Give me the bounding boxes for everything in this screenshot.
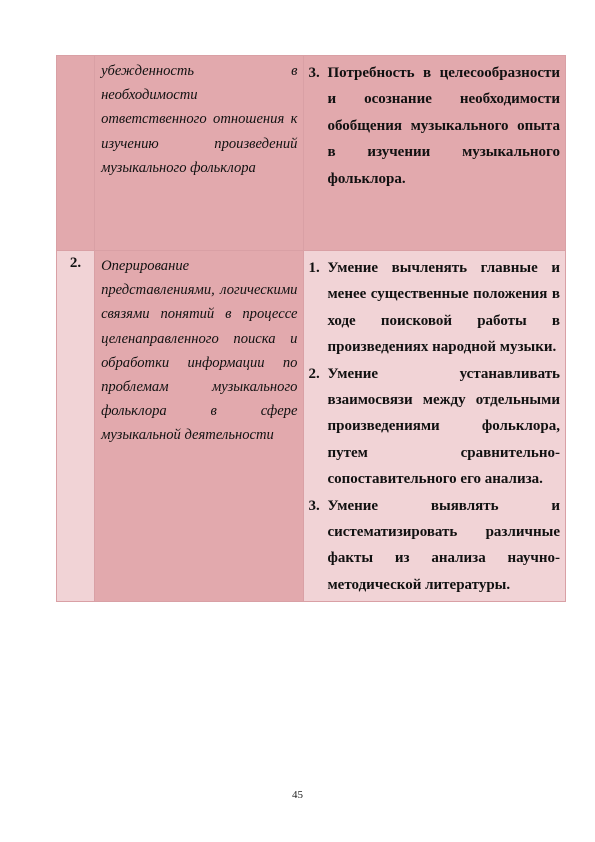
indicator-text: Умение выявлять и систематизировать различные факты из анализа научно-методической литературы. — [327, 497, 560, 593]
indicator-item — [308, 60, 560, 192]
indicator-text: Умение устанавливать взаимосвязи между отдельными произведениями фольклора, путем сравнительно-сопоставительного его анализа. — [327, 365, 560, 488]
indicator-number: 3. — [308, 497, 320, 514]
row-number-cell — [57, 56, 95, 251]
indicator-text: Потребность в целесообразности и осознание необходимости обобщения музыкального опыта в изучении музыкального фольклора. — [327, 65, 560, 187]
indicator-number: 1. — [308, 260, 320, 276]
indicator-item — [308, 493, 560, 599]
indicator-item — [308, 255, 560, 361]
indicator-text: Умение вычленять главные и менее существенные положения в ходе поисковой работы в произведениях народной музыки. — [327, 260, 560, 356]
indicators-cell — [304, 56, 566, 251]
page-number: 45 — [292, 789, 303, 801]
criterion-cell: убежденность в необходимости ответственного отношения к изучению произведений музыкального фольклора — [95, 56, 304, 251]
indicator-number: 2. — [308, 365, 320, 382]
criterion-cell: Оперирование представлениями, логическими связями понятий в процессе целенаправленного поиска и обработки информации по проблемам музыкального фольклора в сфере музыкальной деятельности — [95, 251, 304, 602]
indicator-number: 3. — [308, 65, 320, 81]
table-row — [57, 56, 566, 251]
competency-table — [56, 55, 566, 602]
table-row — [57, 251, 566, 602]
row-number-cell: 2. — [57, 251, 95, 602]
indicators-cell — [304, 251, 566, 602]
indicator-item — [308, 361, 560, 493]
